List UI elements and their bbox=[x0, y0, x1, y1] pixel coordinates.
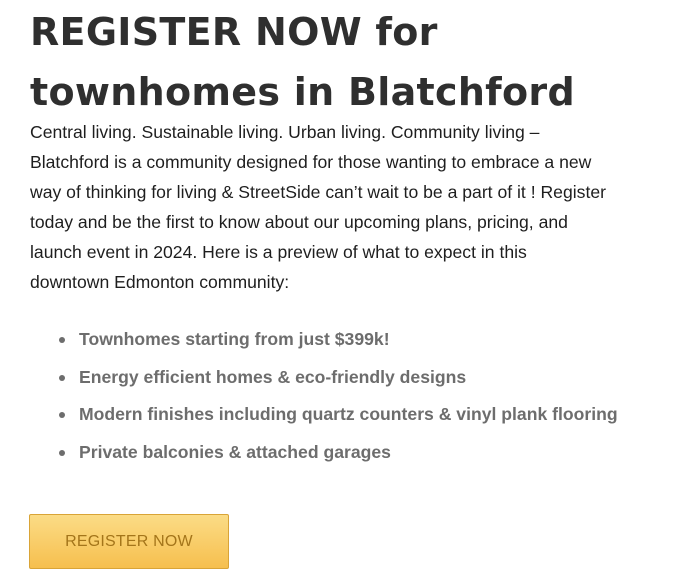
heading-line-1: REGISTER NOW for bbox=[30, 10, 438, 54]
feature-text: Townhomes starting from just $399k! bbox=[79, 329, 390, 349]
bullet-icon bbox=[59, 337, 65, 343]
intro-line: way of thinking for living & StreetSide can’t wait to be a part of it ! Register bbox=[30, 182, 606, 202]
feature-text: Modern finishes including quartz counters & vinyl plank flooring bbox=[79, 404, 618, 424]
intro-line: launch event in 2024. Here is a preview of what to expect in this bbox=[30, 242, 527, 262]
page-heading bbox=[30, 2, 670, 122]
feature-text: Private balconies & attached garages bbox=[79, 441, 391, 462]
register-now-label: REGISTER NOW bbox=[65, 532, 193, 550]
intro-line: Blatchford is a community designed for those wanting to embrace a new bbox=[30, 152, 592, 172]
feature-item bbox=[30, 359, 618, 397]
bullet-icon bbox=[59, 450, 65, 456]
intro-paragraph bbox=[30, 117, 670, 297]
intro-line: downtown Edmonton community: bbox=[30, 272, 290, 292]
intro-line: today and be the first to know about our upcoming plans, pricing, and bbox=[30, 212, 568, 232]
feature-item bbox=[30, 321, 618, 359]
heading-line-2: townhomes in Blatchford bbox=[30, 70, 575, 114]
intro-line: Central living. Sustainable living. Urban living. Community living – bbox=[30, 122, 540, 142]
feature-list bbox=[30, 321, 618, 471]
bullet-icon bbox=[59, 412, 65, 418]
feature-item bbox=[30, 434, 618, 472]
register-now-button[interactable] bbox=[29, 514, 229, 569]
feature-text: Energy efficient homes & eco-friendly designs bbox=[79, 366, 467, 387]
feature-item bbox=[30, 396, 618, 434]
bullet-icon bbox=[59, 375, 65, 381]
